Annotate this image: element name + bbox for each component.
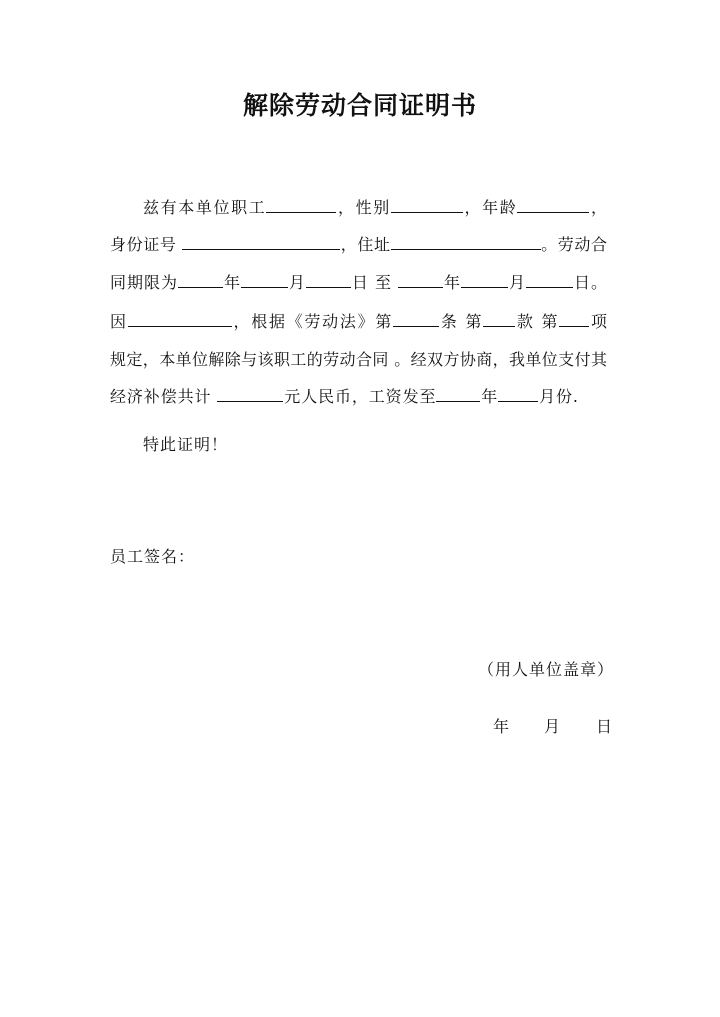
text: 日 至 [350,273,399,292]
blank-article[interactable] [393,310,439,327]
text: 年 [443,273,462,292]
company-seal-label: （用人单位盖章） [478,660,615,679]
text: 月 [287,273,306,292]
document-title: 解除劳动合同证明书 [242,91,477,120]
paragraph-line-2 [110,233,607,257]
text: ，性别 [336,198,391,217]
blank-gender[interactable] [391,196,463,213]
text: 。劳动合 [540,235,607,254]
blank-compensation[interactable] [217,385,283,402]
text: 因 [110,312,128,331]
blank-address[interactable] [391,233,541,250]
blank-start-year[interactable] [178,271,223,288]
text: 身份证号 [110,235,177,254]
paragraph-line-5: 规定，本单位解除与该职工的劳动合同 。经双方协商，我单位支付其 [110,350,607,369]
blank-age[interactable] [517,196,589,213]
text: 月份. [538,387,578,406]
text: 款 第 [515,312,560,331]
blank-start-day[interactable] [306,271,351,288]
text: ，住址 [340,235,391,254]
paragraph-line-3 [110,271,607,295]
date-year: 年 [493,717,510,736]
text: ，年龄 [462,198,518,217]
text: 月 [508,273,526,292]
text: 元人民币，工资发至 [283,387,437,406]
text: 年 [222,273,241,292]
text: 年 [480,387,499,406]
text: 经济补偿共计 [110,387,218,406]
paragraph-line-4 [110,310,607,334]
blank-end-year[interactable] [398,271,443,288]
paragraph-line-6 [110,385,578,409]
blank-reason[interactable] [128,310,232,327]
text: 同期限为 [110,273,178,292]
text: ，根据《劳动法》第 [231,312,394,331]
text: 兹有本单位职工 [143,198,267,217]
blank-end-month[interactable] [461,271,508,288]
blank-clause[interactable] [483,310,515,327]
blank-item[interactable] [559,310,589,327]
blank-employee-name[interactable] [266,196,336,213]
blank-wage-month[interactable] [498,385,538,402]
blank-start-month[interactable] [241,271,288,288]
blank-wage-year[interactable] [436,385,480,402]
text: 条 第 [439,312,484,331]
text: ， [589,198,607,217]
date-month: 月 [544,717,561,736]
closing-statement: 特此证明！ [143,435,229,454]
paragraph-line-1 [143,196,607,220]
blank-end-day[interactable] [526,271,573,288]
text: 项 [589,312,607,331]
date-day: 日 [596,717,613,736]
employee-signature-label: 员工签名： [110,547,196,566]
blank-id-number[interactable] [182,233,340,250]
text: 日。 [573,273,607,292]
